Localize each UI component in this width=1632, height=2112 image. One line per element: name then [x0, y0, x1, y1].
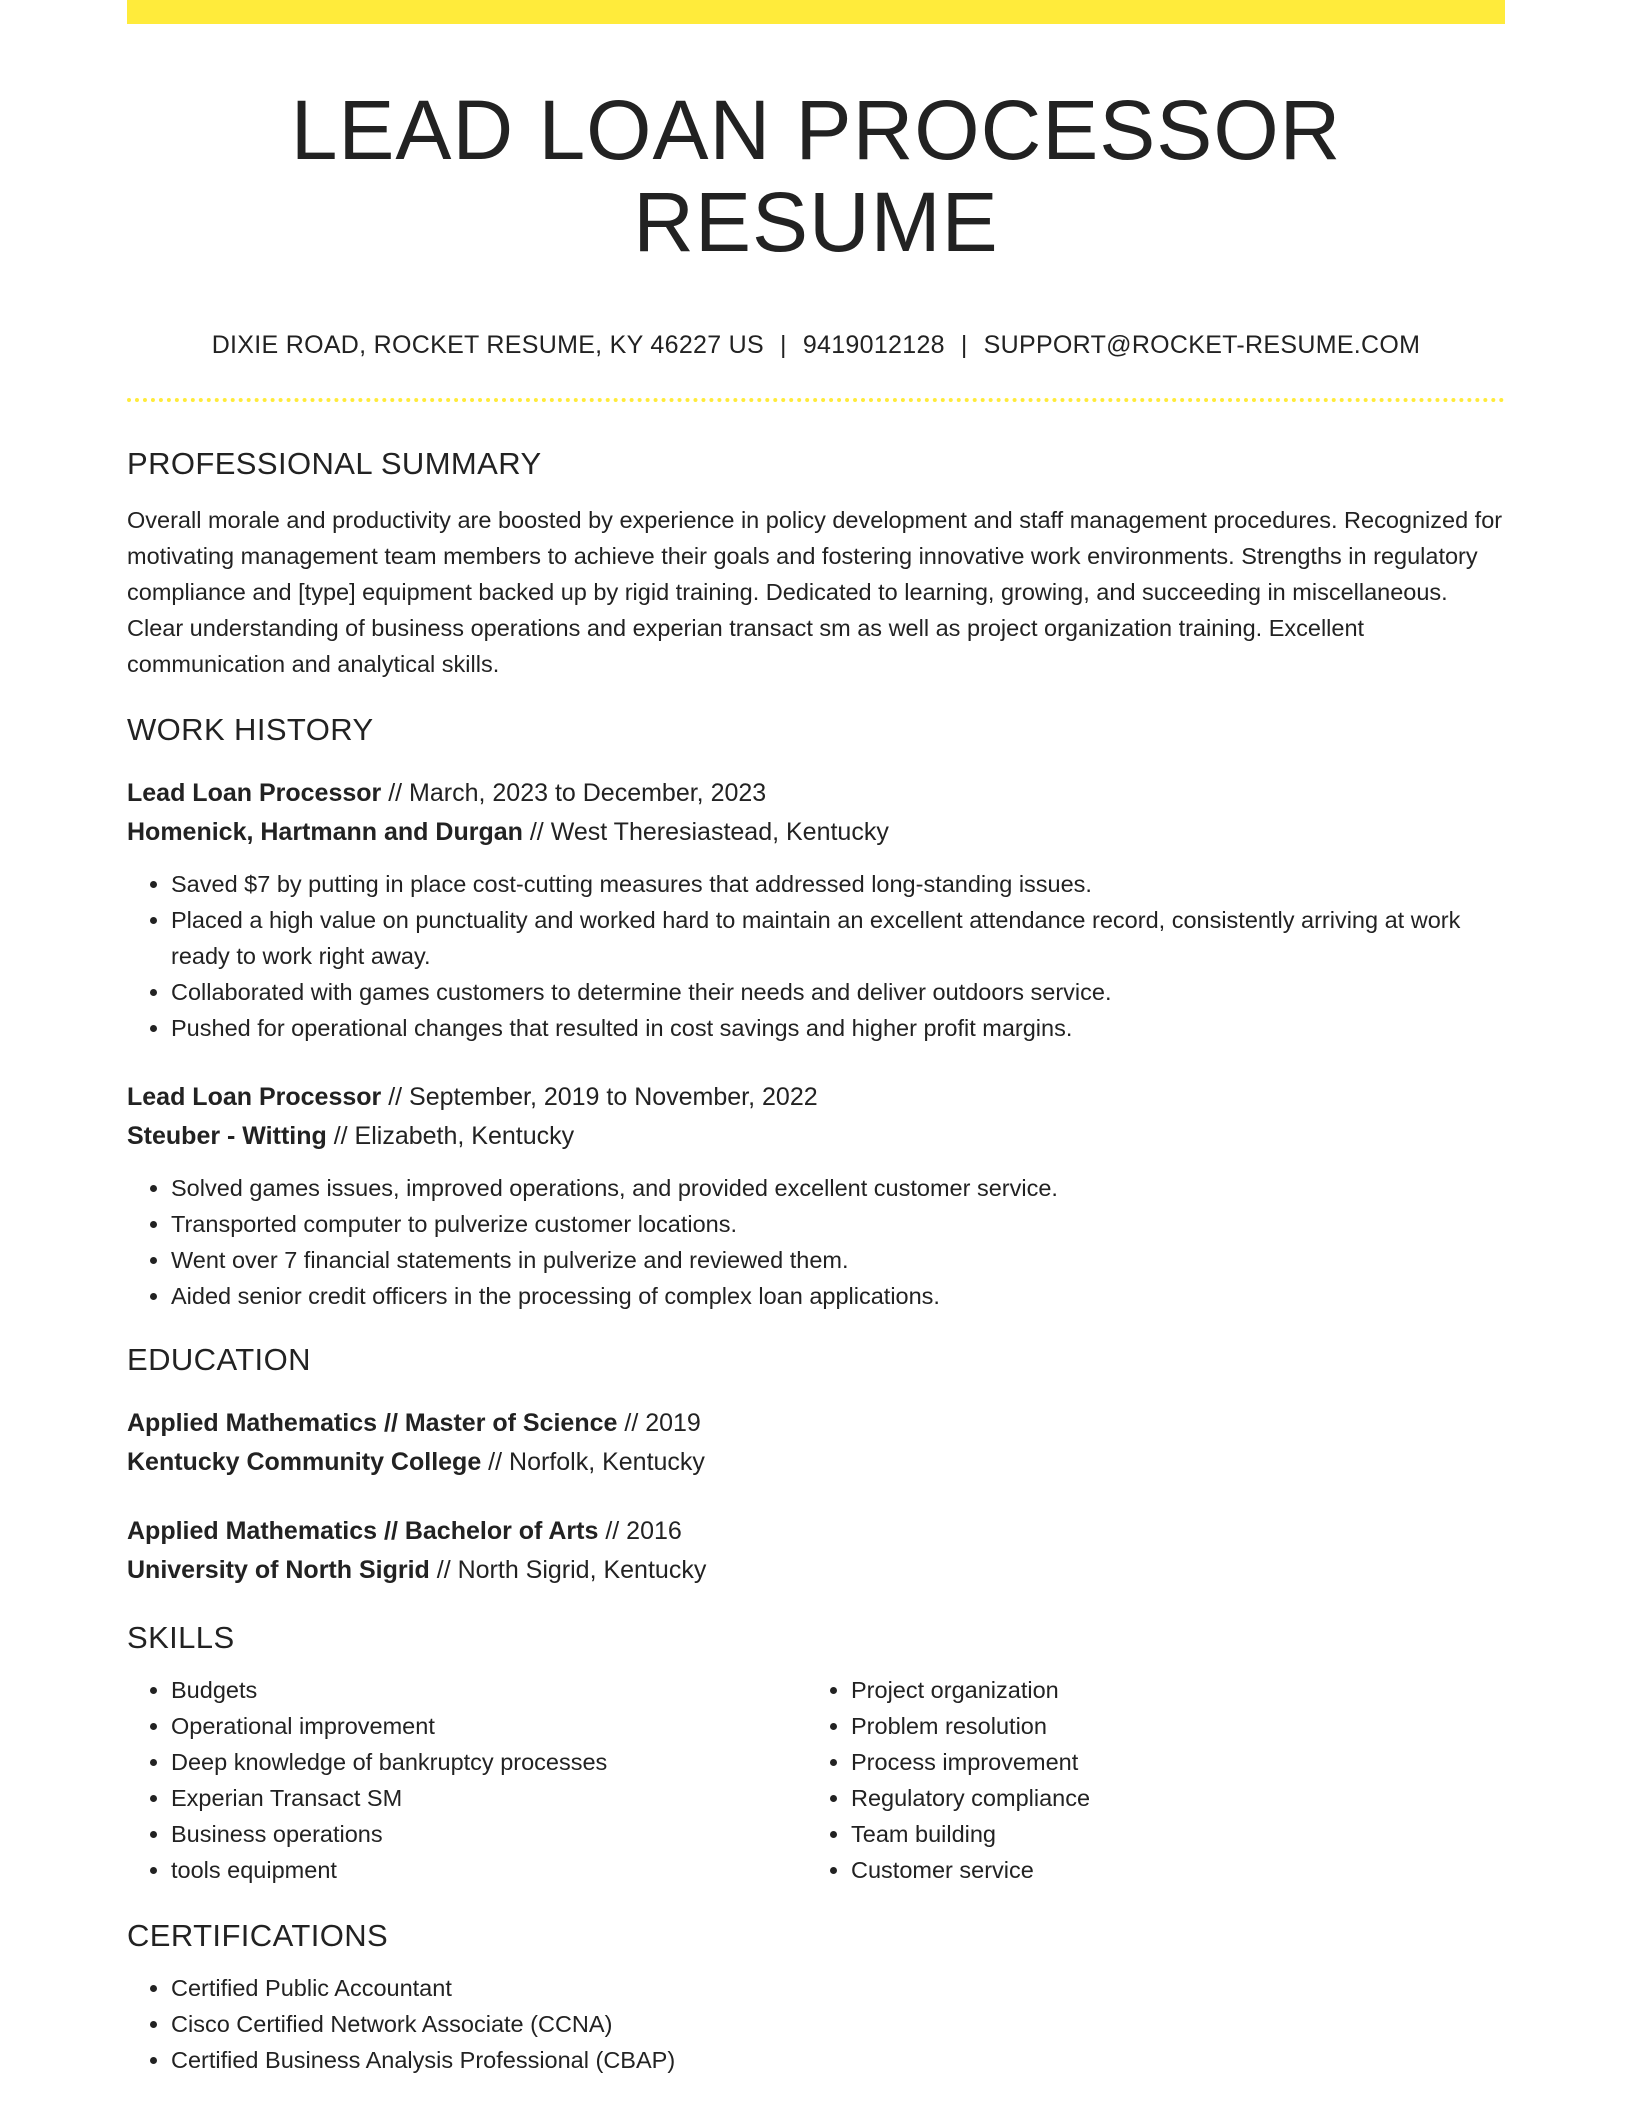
job-entry — [127, 774, 1505, 852]
list-item: • Process improvement — [851, 1744, 1487, 1780]
list-item: • Budgets — [171, 1672, 807, 1708]
school-location: // North Sigrid, Kentucky — [429, 1555, 707, 1584]
degree: Applied Mathematics // Bachelor of Arts — [127, 1516, 599, 1545]
degree-line — [127, 1404, 1505, 1443]
certifications-list — [127, 1970, 1505, 2078]
contact-separator: | — [780, 330, 787, 359]
job-bullets — [127, 1170, 1505, 1314]
job-bullets — [127, 866, 1505, 1046]
work-history-heading: WORK HISTORY — [127, 711, 374, 747]
skills-columns — [127, 1672, 1505, 1888]
job-title: Lead Loan Processor — [127, 1082, 382, 1111]
list-item: • Project organization — [851, 1672, 1487, 1708]
list-item: • Regulatory compliance — [851, 1780, 1487, 1816]
job-company-line — [127, 1117, 1505, 1156]
skills-list — [807, 1672, 1487, 1888]
list-item: • Placed a high value on punctuality and worked hard to maintain an excellent attendance record, consistently arriving at work ready to work right away. — [171, 902, 1505, 974]
list-item: • tools equipment — [171, 1852, 807, 1888]
list-item: • Cisco Certified Network Associate (CCNA) — [171, 2006, 1505, 2042]
list-item: • Certified Public Accountant — [171, 1970, 1505, 2006]
skills-column-right — [807, 1672, 1487, 1888]
job-title: Lead Loan Processor — [127, 778, 382, 807]
list-item: • Operational improvement — [171, 1708, 807, 1744]
list-item: • Pushed for operational changes that resulted in cost savings and higher profit margins. — [171, 1010, 1505, 1046]
job-location: // West Theresiastead, Kentucky — [522, 817, 889, 846]
list-item: • Transported computer to pulverize customer locations. — [171, 1206, 1505, 1242]
degree-line — [127, 1512, 1505, 1551]
list-item: • Deep knowledge of bankruptcy processes — [171, 1744, 807, 1780]
certifications-heading: CERTIFICATIONS — [127, 1917, 389, 1953]
school-name: Kentucky Community College — [127, 1447, 482, 1476]
school-line — [127, 1443, 1505, 1482]
list-item: • Went over 7 financial statements in pulverize and reviewed them. — [171, 1242, 1505, 1278]
school-line — [127, 1551, 1505, 1590]
degree-year: // 2016 — [598, 1516, 682, 1545]
contact-email: SUPPORT@ROCKET-RESUME.COM — [983, 330, 1421, 359]
skills-column-left — [127, 1672, 807, 1888]
list-item: • Experian Transact SM — [171, 1780, 807, 1816]
summary-text: Overall morale and productivity are boosted by experience in policy development and staff management procedures. Recognized for motivating management team members to achieve their goals and fostering innovative work environments. Strengths in regulatory compliance and [type] equipment backed up by rigid training. Dedicated to learning, growing, and succeeding in miscellaneous. Clear understanding of business operations and experian transact sm as well as project organization training. Excellent communication and analytical skills. — [127, 506, 1503, 677]
job-company: Homenick, Hartmann and Durgan — [127, 817, 523, 846]
school-name: University of North Sigrid — [127, 1555, 430, 1584]
list-item: • Problem resolution — [851, 1708, 1487, 1744]
contact-line — [127, 331, 1505, 360]
contact-address: DIXIE ROAD, ROCKET RESUME, KY 46227 US — [211, 330, 765, 359]
contact-separator: | — [960, 330, 968, 359]
degree: Applied Mathematics // Master of Science — [127, 1408, 618, 1437]
job-location: // Elizabeth, Kentucky — [326, 1121, 575, 1150]
job-entry — [127, 1078, 1505, 1156]
job-company-line — [127, 813, 1505, 852]
accent-top-bar — [127, 0, 1505, 24]
list-item: • Saved $7 by putting in place cost-cutting measures that addressed long-standing issues. — [171, 866, 1505, 902]
list-item: • Customer service — [851, 1852, 1487, 1888]
job-title-line — [127, 774, 1505, 813]
list-item: • Aided senior credit officers in the processing of complex loan applications. — [171, 1278, 1505, 1314]
resume-title: LEAD LOAN PROCESSOR RESUME — [290, 83, 1342, 270]
school-location: // Norfolk, Kentucky — [481, 1447, 705, 1476]
job-company: Steuber - Witting — [127, 1121, 327, 1150]
list-item: • Team building — [851, 1816, 1487, 1852]
education-entry — [127, 1404, 1505, 1482]
education-heading: EDUCATION — [127, 1341, 311, 1377]
resume-page — [127, 0, 1505, 2078]
job-dates: // September, 2019 to November, 2022 — [381, 1082, 818, 1111]
list-item: • Solved games issues, improved operations, and provided excellent customer service. — [171, 1170, 1505, 1206]
degree-year: // 2019 — [617, 1408, 701, 1437]
list-item: • Collaborated with games customers to determine their needs and deliver outdoors service. — [171, 974, 1505, 1010]
list-item: • Business operations — [171, 1816, 807, 1852]
job-dates: // March, 2023 to December, 2023 — [381, 778, 767, 807]
skills-heading: SKILLS — [127, 1619, 235, 1655]
skills-list — [127, 1672, 807, 1888]
list-item: • Certified Business Analysis Professional (CBAP) — [171, 2042, 1505, 2078]
contact-phone: 9419012128 — [802, 330, 945, 359]
job-title-line — [127, 1078, 1505, 1117]
education-entry — [127, 1512, 1505, 1590]
summary-heading: PROFESSIONAL SUMMARY — [127, 445, 542, 481]
dotted-divider — [127, 398, 1505, 402]
